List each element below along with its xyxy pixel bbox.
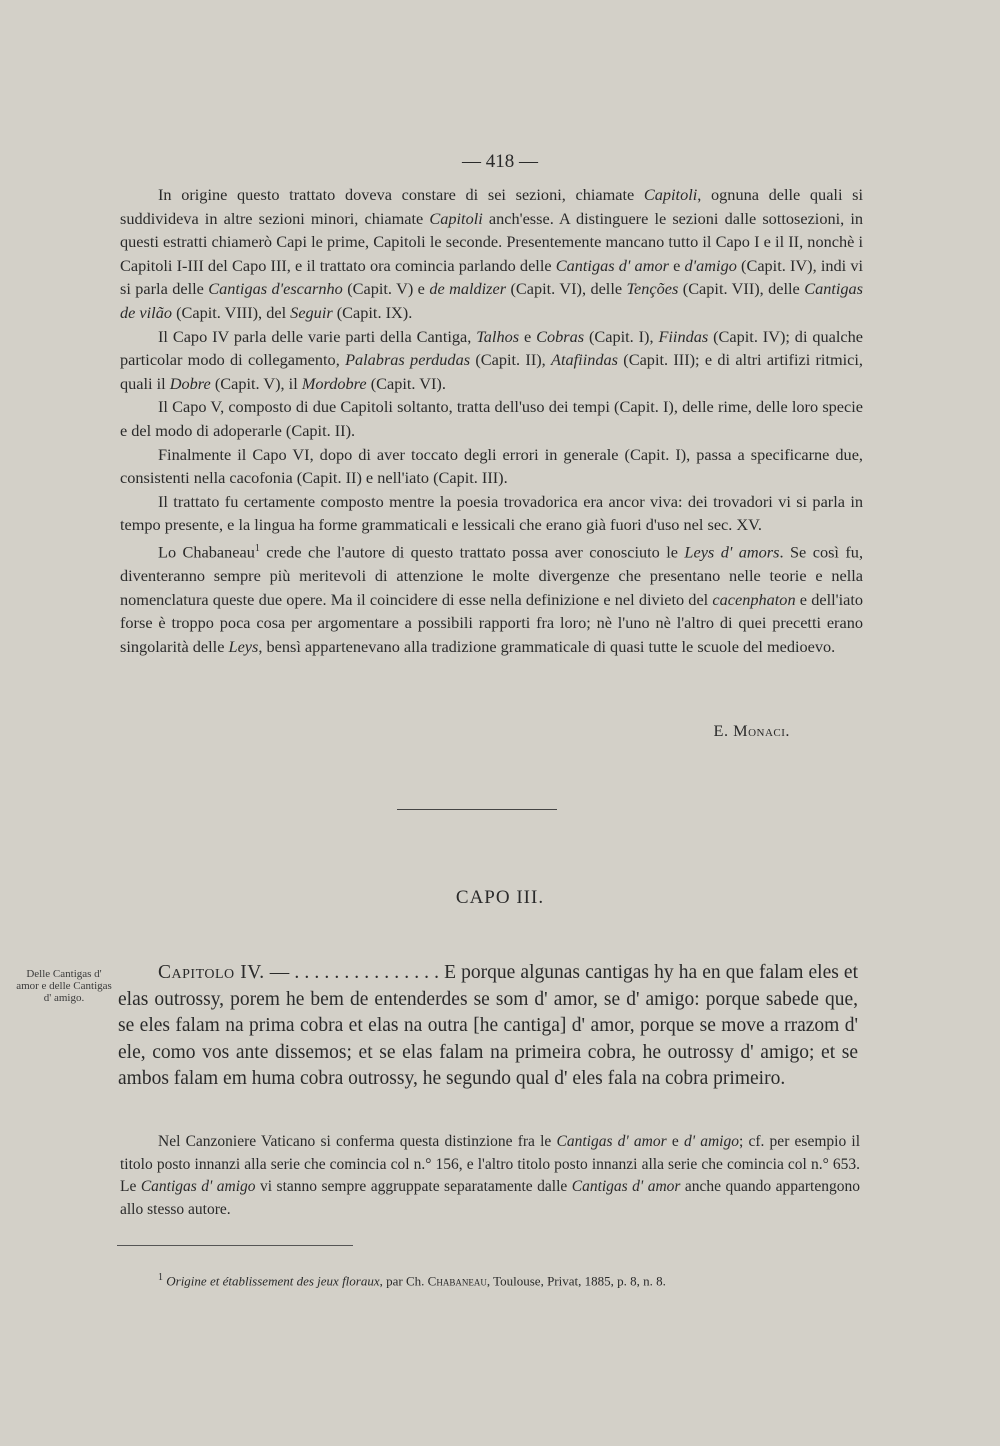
paragraph-segment: Lo Chabaneau — [158, 542, 255, 562]
paragraph-segment: (Capit. V) e — [342, 279, 430, 299]
section-divider — [397, 809, 557, 810]
paragraph-segment: d'amigo — [684, 255, 737, 275]
paragraph-segment: (Capit. V), il — [210, 373, 302, 393]
commentary-segment: e — [666, 1133, 684, 1150]
paragraph-segment: Leys — [228, 636, 259, 656]
signature: E. Monaci. — [713, 721, 790, 740]
commentary-segment: ; cf. per esempio il titolo posto innanzi alla serie che comincia col n.° 156, e l'altro titolo posto innanzi alla serie che comincia col n.° 653. Le — [120, 1133, 861, 1195]
paragraph-segment: (Capit. VIII), del — [172, 302, 291, 322]
paragraph-segment: . Se così fu, diventeranno sempre più meritevoli di attenzione le molte divergenze che presentano nelle teorie e nella nomenclatura queste due opere. Ma il coincidere di esse nella definizione e nel divieto del — [120, 542, 864, 609]
paragraph-5 — [120, 490, 863, 537]
paragraph-segment: Cobras — [536, 326, 585, 346]
capo-title: CAPO III. — [455, 887, 545, 908]
paragraph-segment: Cantigas de vilão — [120, 279, 864, 322]
paragraph-segment: Seguir — [290, 302, 333, 322]
paragraph-segment: Capitoli — [643, 185, 698, 204]
paragraph-2 — [120, 325, 863, 396]
paragraph-segment: de maldizer — [429, 279, 507, 299]
footnote-marker: 1 — [158, 1272, 163, 1283]
paragraph-segment: (Capit. VII), delle — [678, 279, 805, 299]
paragraph-segment: Cantigas d'escarnho — [208, 279, 343, 299]
capitolo-text — [118, 960, 858, 1093]
paragraph-segment: Cantigas d' amor — [555, 255, 669, 275]
commentary-segment: Cantigas d' amor — [556, 1133, 667, 1150]
paragraph-segment: (Capit. IV), indi vi si parla delle — [120, 255, 864, 299]
footnote-author: Chabaneau — [427, 1273, 487, 1289]
intro-text — [120, 183, 863, 658]
page-number: — 418 — — [462, 151, 538, 172]
paragraph-4 — [120, 443, 863, 490]
paragraph-segment: (Capit. III); e di altri artifizi ritmici, quali il — [120, 350, 863, 393]
paragraph-1 — [120, 183, 863, 325]
paragraph-segment: (Capit. I), — [584, 326, 659, 346]
paragraph-segment: Tenções — [626, 279, 679, 299]
paragraph-segment: Il Capo V, composto di due Capitoli soltanto, tratta dell'uso dei tempi (Capit. I), delle rime, delle loro specie e del modo di adoperarle (Capit. II). — [120, 397, 863, 440]
paragraph-segment: crede che l'autore di questo trattato possa aver conosciuto le — [259, 542, 685, 562]
paragraph-segment: (Capit. II), — [470, 350, 552, 370]
paragraph-segment: In origine questo trattato doveva constare di sei sezioni, chiamate — [158, 185, 644, 204]
paragraph-segment: Capitoli — [429, 208, 483, 228]
paragraph-segment: Finalmente il Capo VI, dopo di aver toccato degli errori in generale (Capit. I), passa a specificarne due, consistenti nella cacofonia (Capit. II) e nell'iato (Capit. III). — [120, 444, 863, 488]
paragraph-segment: cacenphaton — [712, 589, 796, 609]
footnote-rule — [117, 1245, 353, 1246]
commentary-segment: Cantigas d' amigo — [140, 1178, 256, 1195]
commentary-segment: vi stanno sempre aggruppate separatamente dalle — [255, 1178, 572, 1195]
paragraph-segment: Il Capo IV parla delle varie parti della Cantiga, — [158, 326, 477, 346]
paragraph-segment: (Capit. VI), delle — [506, 279, 627, 299]
paragraph-segment: Leys d' amors — [684, 542, 780, 562]
commentary-paragraph — [120, 1131, 860, 1221]
paragraph-segment: e — [668, 255, 685, 275]
capitolo-dots: — . . . . . . . . . . . . . . . — [264, 962, 445, 983]
commentary-segment: Nel Canzoniere Vaticano si conferma questa distinzione fra le — [158, 1133, 557, 1150]
paragraph-segment: Dobre — [169, 373, 211, 393]
paragraph-segment: (Capit. IX). — [332, 302, 413, 322]
margin-note: Delle Cantigas d' amor e delle Cantigas d' amigo. — [16, 968, 112, 1004]
commentary-segment: anche quando appartengono allo stesso autore. — [120, 1178, 860, 1218]
paragraph-segment: e dell'iato forse è troppo poca cosa per argomentare a possibili rapporti fra loro; nè l'uno nè l'altro di quei precetti erano singolarità delle — [120, 589, 863, 656]
commentary-segment: Cantigas d' amor — [571, 1178, 681, 1195]
paragraph-segment: e — [519, 326, 537, 346]
paragraph-6 — [120, 537, 863, 658]
paragraph-3 — [120, 395, 863, 442]
capitolo-body: E porque algunas cantigas hy ha en que falam eles et elas outrossy, porem he bem de entenderdes se som d' amor, se d' amigo: porque sabede que, se eles falam na prima cobra et elas na outra [he cantiga] d' amor, porque se move a rrazom d' ele, como vos ante dissemos; et se elas falam na primeira cobra, he outrossy d' amigo; et se ambos falam em huma cobra outrossy, he segundo qual d' eles fala na cobra primeiro. — [118, 962, 858, 1090]
footnote-rest-b: , Toulouse, Privat, 1885, p. 8, n. 8. — [486, 1273, 666, 1289]
paragraph-segment: Fiindas — [658, 326, 709, 346]
paragraph-segment: Palabras perdudas — [345, 350, 471, 370]
paragraph-segment: , ognuna delle quali si suddivideva in altre sezioni minori, chiamate — [120, 185, 863, 228]
paragraph-segment: (Capit. IV); di qualche particolar modo di collegamento, — [120, 326, 863, 370]
capitolo-heading: Capitolo IV. — [158, 962, 265, 983]
footnote-title: Origine et établissement des jeux floraux — [166, 1273, 380, 1289]
commentary-segment: d' amigo — [683, 1133, 739, 1150]
paragraph-segment: anch'esse. A distinguere le sezioni dalle sottosezioni, in questi estratti chiamerò Capi le prime, Capitoli le seconde. Presentemente mancano tutto il Capo I e il II, nonchè i Capitoli I-III del Capo III, e il trattato ora comincia parlando delle — [120, 208, 863, 275]
footnote — [158, 1270, 798, 1289]
paragraph-segment: (Capit. VI). — [366, 373, 446, 393]
paragraph-segment: Talhos — [476, 326, 520, 346]
footnote-rest-a: , par Ch. — [379, 1273, 428, 1289]
paragraph-segment: Mordobre — [301, 373, 367, 393]
paragraph-segment: Atafiindas — [551, 350, 618, 370]
paragraph-segment: 1 — [254, 542, 260, 554]
paragraph-segment: , bensì appartenevano alla tradizione grammaticale di quasi tutte le scuole del medioevo. — [258, 636, 836, 656]
paragraph-segment: Il trattato fu certamente composto mentre la poesia trovadorica era ancor viva: dei trovadori vi si parla in tempo presente, e la lingua ha forme grammaticali e lessicali che erano già fuori d'uso nel sec. XV. — [120, 491, 863, 535]
